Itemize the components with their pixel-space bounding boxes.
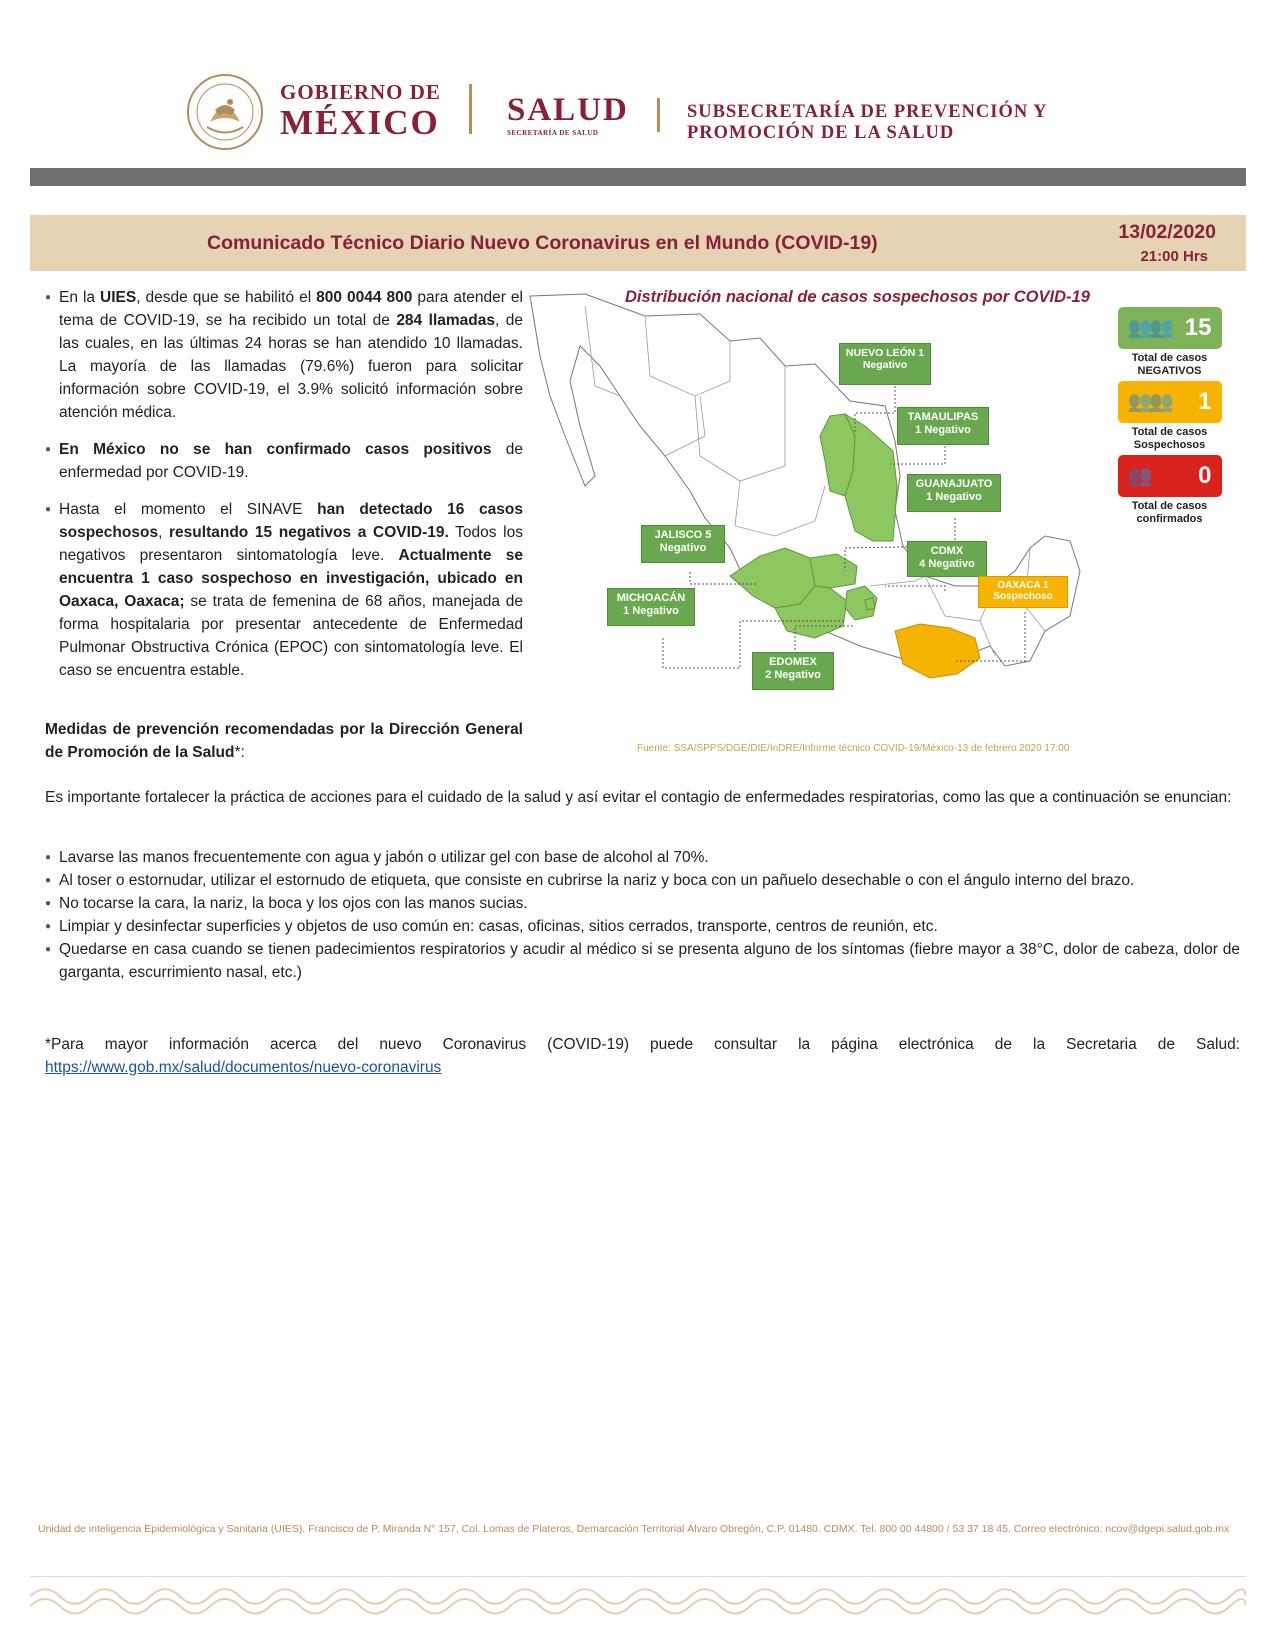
measures-heading-text: Medidas de prevención recomendadas por la Dirección General de Promoción de la Salud [45, 721, 523, 761]
label-edomex [752, 652, 834, 690]
measures-list [45, 846, 1240, 984]
stat-sospechosos-value: 1 [1198, 388, 1212, 415]
summary-bullet [45, 498, 523, 682]
label-line: EDOMEX [769, 656, 817, 668]
caption-line: Sospechosos [1133, 439, 1206, 451]
measures-intro: Es importante fortalecer la práctica de acciones para el cuidado de la salud y así evitar el contagio de enfermedades respiratorias, como las que a continuación se enuncian: [45, 789, 1232, 806]
gobierno-line-1: GOBIERNO DE [280, 80, 441, 104]
measures-heading-star: *: [234, 744, 245, 761]
map-panel [545, 281, 1245, 761]
cdmx-state [865, 598, 875, 610]
label-line: OAXACA 1 [997, 580, 1049, 591]
map-title: Distribución nacional de casos sospechosos por COVID-19 [625, 288, 1090, 306]
text: , de las cuales, en las últimas 24 horas se han atendido 10 llamadas. La mayoría de las llamadas (79.6%) fueron para solicitar información sobre COVID-19, el 3.9% solicitó información sobre atención médica. [59, 312, 523, 421]
stat-sospechosos-caption [1112, 426, 1227, 452]
header-divider [657, 98, 660, 132]
subsecretaria-title [687, 102, 1048, 144]
caption-line: Total de casos [1131, 426, 1208, 438]
negatives-bold: resultando 15 negativos a COVID-19. [169, 524, 449, 541]
salud-subtitle: SECRETARÍA DE SALUD [507, 129, 599, 137]
stat-sospechosos-box [1118, 381, 1222, 423]
caption-line: Total de casos [1131, 352, 1208, 364]
coat-of-arms-icon [185, 72, 265, 152]
stat-confirmados-value: 0 [1198, 462, 1212, 489]
more-info-text: *Para mayor información acerca del nuevo Coronavirus (COVID-19) puede consultar la página electrónica de la Secretaria de Salud: [45, 1036, 1240, 1053]
investigation-bold: Actualmente se encuentra 1 caso sospechoso en investigación, ubicado en Oaxaca, Oaxaca; [59, 547, 523, 610]
summary-column [45, 286, 523, 696]
no-confirmed-bold: En México no se han confirmado casos positivos [59, 441, 492, 458]
caption-line: NEGATIVOS [1137, 365, 1202, 377]
salud-title: SALUD [507, 92, 629, 128]
label-line: 1 Negativo [915, 424, 971, 436]
document-time: 21:00 Hrs [1140, 248, 1208, 265]
stat-confirmados [1112, 455, 1227, 526]
label-nuevo-leon [839, 343, 931, 385]
label-tamaulipas [897, 407, 989, 445]
label-jalisco [641, 525, 725, 563]
label-line: JALISCO 5 [654, 529, 712, 541]
text: En la [59, 289, 101, 306]
summary-bullet [45, 286, 523, 424]
uies-bold: UIES [100, 289, 137, 306]
header-gray-bar [30, 168, 1246, 186]
subsecretaria-line-2: PROMOCIÓN DE LA SALUD [687, 123, 955, 143]
summary-bullet [45, 438, 523, 484]
page-header [185, 72, 1085, 152]
text: de enfermedad por COVID-19. [59, 441, 523, 481]
text: , desde que se habilitó el [136, 289, 317, 306]
text: , [158, 524, 170, 541]
phone-number: 800 0044 800 [316, 289, 413, 306]
measures-heading [45, 718, 523, 764]
measure-item: ● No tocarse la cara, la nariz, la boca y los ojos con las manos sucias. [45, 892, 1240, 915]
people-icon: 👥 [1127, 465, 1150, 487]
gobierno-line-2: MÉXICO [280, 103, 440, 142]
measure-item: ● Quedarse en casa cuando se tienen padecimientos respiratorios y acudir al médico si se presenta alguno de los síntomas (fiebre mayor a 38°C, dolor de cabeza, dolor de garganta, escurrimiento nasal, etc.) [45, 938, 1240, 984]
subsecretaria-line-1: SUBSECRETARÍA DE PREVENCIÓN Y [687, 102, 1048, 122]
stat-negativos-box [1118, 307, 1222, 349]
text: Todos los negativos presentaron sintomatología leve. [59, 524, 523, 564]
measure-item: ● Al toser o estornudar, utilizar el estornudo de etiqueta, que consiste en cubrirse la nariz y boca con un pañuelo desechable o con el ángulo interno del brazo. [45, 869, 1240, 892]
label-line: 1 Negativo [926, 491, 982, 503]
label-line: 2 Negativo [765, 669, 821, 681]
label-line: CDMX [930, 545, 964, 557]
caption-line: Total de casos [1131, 500, 1208, 512]
text: para atender el tema de COVID-19, se ha recibido un total de [59, 289, 523, 329]
label-guanajuato [907, 474, 1001, 512]
salud-logo [507, 94, 629, 137]
caption-line: confirmados [1136, 513, 1203, 525]
gobierno-mexico-logo [280, 82, 441, 140]
measure-item: ● Limpiar y desinfectar superficies y objetos de uso común en: casas, oficinas, sitios cerrados, transporte, centros de reunión, etc. [45, 915, 1240, 938]
stat-sospechosos [1112, 381, 1227, 452]
stat-confirmados-box [1118, 455, 1222, 497]
stat-negativos-value: 15 [1184, 314, 1212, 341]
document-date: 13/02/2020 [1118, 221, 1216, 243]
label-cdmx [907, 541, 987, 577]
suspected-bold: han detectado 16 casos sospechosos [59, 501, 523, 541]
calls-count: 284 llamadas [396, 312, 495, 329]
stat-negativos [1112, 307, 1227, 378]
more-info-link[interactable]: https://www.gob.mx/salud/documentos/nuevo-coronavirus [45, 1059, 442, 1076]
more-info [45, 1033, 1240, 1079]
stat-confirmados-caption [1112, 500, 1227, 526]
label-oaxaca [978, 576, 1068, 608]
label-line: 4 Negativo [919, 558, 975, 570]
text: Hasta el momento el SINAVE [59, 501, 318, 518]
people-icon: 👥👥 [1127, 391, 1172, 413]
text: se trata de femenina de 68 años, manejada de forma hospitalaria por presentar antecedente de Enfermedad Pulmonar Obstructiva Crónica (EPOC) con sintomatología leve. El caso se encuentra estable. [59, 593, 524, 679]
header-divider [469, 84, 472, 134]
label-line: Sospechoso [993, 591, 1053, 602]
decorative-pattern [30, 1576, 1246, 1616]
document-title: Comunicado Técnico Diario Nuevo Coronavirus en el Mundo (COVID-19) [207, 232, 878, 254]
page-footer: Unidad de inteligencia Epidemiológica y Sanitaria (UIES). Francisco de P. Miranda N° 157, Col. Lomas de Plateros, Demarcación Territorial Álvaro Obregón, C.P. 01480. CDMX. Tel. 800 00 44800 / 53 37 18 45. Correo electrónico: ncov@dgepi.salud.gob.mx [38, 1523, 1230, 1535]
label-line: TAMAULIPAS [907, 411, 979, 423]
label-line: 1 Negativo [623, 605, 679, 617]
label-line: GUANAJUATO [915, 478, 993, 490]
map-source: Fuente: SSA/SPPS/DGE/DIE/InDRE/Informe técnico COVID-19/México-13 de febrero 2020 17:00 [637, 743, 1070, 754]
measure-item: ● Lavarse las manos frecuentemente con agua y jabón o utilizar gel con base de alcohol al 70%. [45, 846, 1240, 869]
people-icon: 👥👥 [1127, 317, 1172, 339]
label-nuevo-leon-text: NUEVO LEÓN 1 Negativo [845, 347, 925, 371]
stat-negativos-caption [1112, 352, 1227, 378]
label-line: MICHOACÁN [616, 592, 686, 604]
label-michoacan [607, 588, 695, 626]
label-line: Negativo [659, 542, 707, 554]
title-band [30, 215, 1246, 271]
